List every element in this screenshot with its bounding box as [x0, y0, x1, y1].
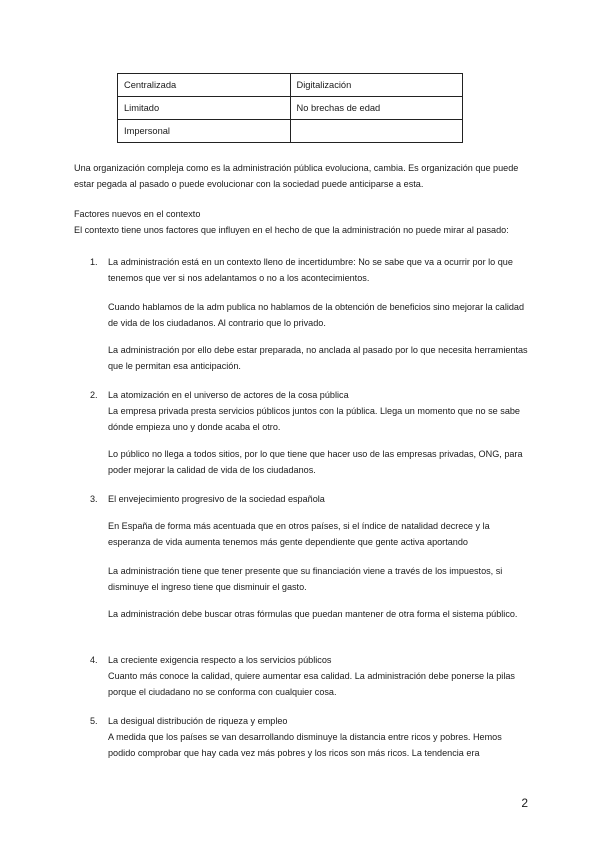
list-item-title: La atomización en el universo de actores de la cosa pública [108, 390, 349, 400]
table-cell: Digitalización [290, 74, 463, 97]
list-item-number: 4. [90, 655, 98, 665]
list-item-paragraph: Lo público no llega a todos sitios, por lo que tiene que hacer uso de las empresas privadas, ONG, para poder mejorar la calidad de vida de los ciudadanos. [108, 449, 523, 475]
list-item-paragraph: Cuanto más conoce la calidad, quiere aumentar esa calidad. La administración debe ponerse la pilas porque el ciudadano no se conforma con cualquier cosa. [108, 671, 515, 697]
page-number: 2 [521, 796, 528, 810]
list-item-number: 3. [90, 494, 98, 504]
list-item-paragraph: Cuando hablamos de la adm publica no hablamos de la obtención de beneficios sino mejorar la calidad de vida de los ciudadanos. Al contrario que lo privado. [108, 302, 525, 328]
list-item-paragraph: La administración por ello debe estar preparada, no anclada al pasado por lo que necesita herramientas que le permitan esa anticipación. [108, 345, 528, 371]
intro-paragraph: Una organización compleja como es la administración pública evoluciona, cambia. Es organización que puede estar pegada al pasado o puede evolucionar con la sociedad puede anticiparse a esta. [74, 163, 519, 189]
list-item-title: La creciente exigencia respecto a los servicios públicos [108, 655, 332, 665]
list-item-number: 2. [90, 390, 98, 400]
table-cell: Limitado [118, 97, 291, 120]
list-item-paragraph: A medida que los países se van desarrollando disminuye la distancia entre ricos y pobres. Hemos podido comprobar que hay cada vez más pobres y los ricos son más ricos. La tendencia era [108, 732, 502, 758]
table-cell [290, 120, 463, 143]
table-cell: Impersonal [118, 120, 291, 143]
list-item-paragraph: La administración tiene que tener presente que su financiación viene a través de los impuestos, si disminuye el ingreso tiene que disminuir el gasto. [108, 566, 503, 592]
list-item-title: El envejecimiento progresivo de la sociedad española [108, 494, 325, 504]
table-row [118, 74, 463, 97]
list-item-number: 5. [90, 716, 98, 726]
comparison-table [117, 73, 463, 143]
list-item-number: 1. [90, 257, 98, 267]
section-intro: El contexto tiene unos factores que influyen en el hecho de que la administración no puede mirar al pasado: [74, 225, 509, 235]
list-item-paragraph: La empresa privada presta servicios públicos juntos con la pública. Llega un momento que no se sabe dónde empieza uno y donde acaba el otro. [108, 406, 520, 432]
table-cell: No brechas de edad [290, 97, 463, 120]
list-item-title: La administración está en un contexto lleno de incertidumbre: No se sabe que va a ocurrir por lo que tenemos que ver si nos adelantamos o no a los acontecimientos. [108, 257, 513, 283]
table-row [118, 97, 463, 120]
table-row [118, 120, 463, 143]
list-item-paragraph: En España de forma más acentuada que en otros países, si el índice de natalidad decrece y la esperanza de vida aumenta tenemos más gente dependiente que gente activa aportando [108, 521, 490, 547]
list-item-title: La desigual distribución de riqueza y empleo [108, 716, 288, 726]
list-item-paragraph: La administración debe buscar otras fórmulas que puedan mantener de otra forma el sistema público. [108, 609, 518, 619]
table-cell: Centralizada [118, 74, 291, 97]
section-heading: Factores nuevos en el contexto [74, 209, 201, 219]
